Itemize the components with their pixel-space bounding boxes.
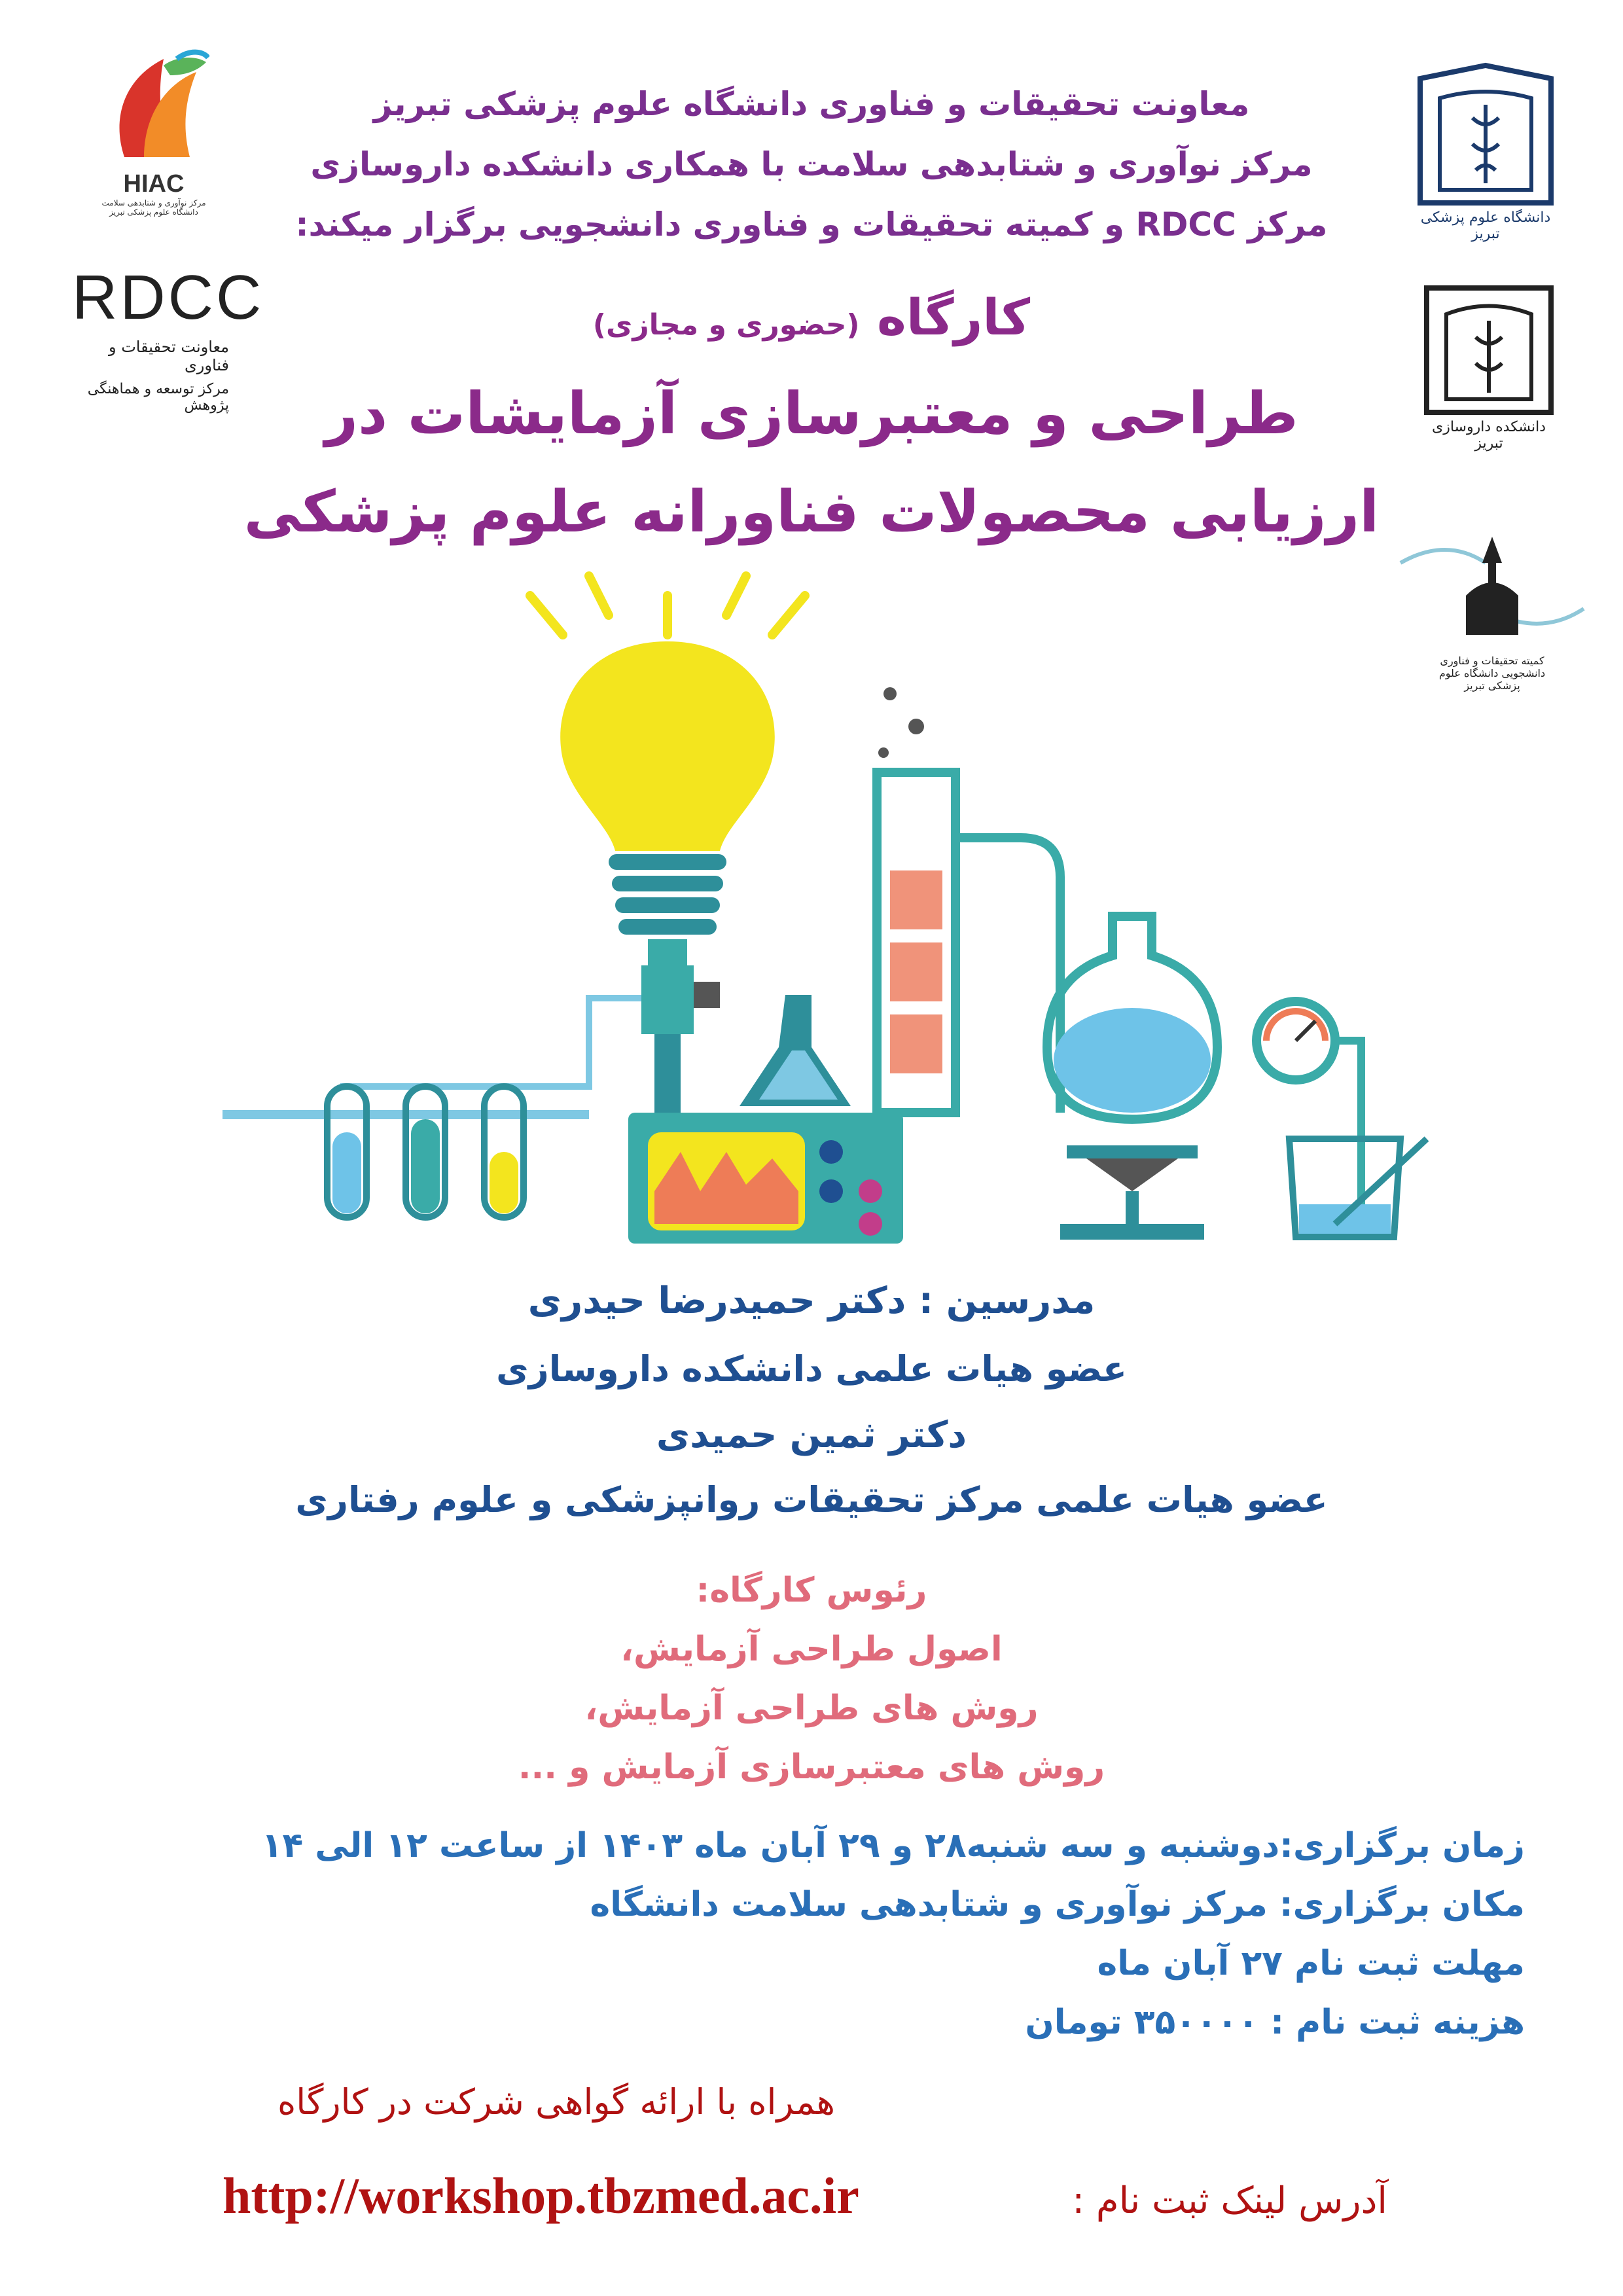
hiac-emblem-icon [98, 46, 209, 170]
rdcc-logo-text: RDCC [72, 262, 264, 332]
lab-illustration [223, 563, 1440, 1270]
rdcc-caption-2: مرکز توسعه و هماهنگی پژوهش [87, 381, 229, 414]
title-line-2: ارزیابی محصولات فناورانه علوم پزشکی [243, 478, 1380, 545]
certificate-note: همراه با ارائه گواهی شرکت در کارگاه [277, 2081, 835, 2123]
rdcc-caption-1: معاونت تحقیقات و فناوری [108, 338, 229, 374]
instructor-line-1: مدرسین : دکتر حمیدرضا حیدری [527, 1280, 1096, 1322]
pharmacy-caption: دانشکده داروسازی تبریز [1431, 419, 1546, 452]
topic-item-1: اصول طراحی آزمایش، [620, 1630, 1003, 1669]
header-line-1: معاونت تحقیقات و فناوری دانشگاه علوم پزشکی تبریز [373, 85, 1250, 123]
university-emblem-icon [1414, 59, 1558, 209]
registration-link-label: آدرس لینک ثبت نام : [1072, 2179, 1387, 2222]
workshop-kargah: کارگاه [877, 288, 1031, 346]
registration-fee: هزینه ثبت نام : ۳۵۰۰۰۰ تومان [1025, 2003, 1525, 2042]
topics-heading: رئوس کارگاه: [696, 1571, 927, 1610]
title-line-1: طراحی و معتبرسازی آزمایشات در [325, 380, 1298, 447]
instructor-line-3: دکتر ثمین حمیدی [656, 1414, 967, 1456]
header-line-3: مرکز RDCC و کمیته تحقیقات و فناوری دانشجویی برگزار میکند: [295, 206, 1328, 243]
event-time: زمان برگزاری:دوشنبه و سه شنبه۲۸ و ۲۹ آبان ماه ۱۴۰۳ از ساعت ۱۲ الی ۱۴ [261, 1826, 1525, 1865]
hiac-logo-caption: مرکز نوآوری و شتابدهی سلامت دانشگاه علوم پزشکی تبریز [101, 198, 206, 217]
registration-link[interactable]: http://workshop.tbzmed.ac.ir [223, 2167, 859, 2224]
header-line-2: مرکز نوآوری و شتابدهی سلامت با همکاری دانشکده داروسازی [310, 145, 1313, 183]
university-caption: دانشگاه علوم پزشکی تبریز [1420, 209, 1551, 242]
instructor-line-2: عضو هیات علمی دانشکده داروسازی [496, 1348, 1127, 1390]
event-place: مکان برگزاری: مرکز نوآوری و شتابدهی سلامت دانشگاه [590, 1885, 1525, 1924]
lab-equipment-icon [223, 563, 1440, 1270]
student-committee-caption: کمیته تحقیقات و فناوری دانشجویی دانشگاه علوم پزشکی تبریز [1438, 655, 1546, 692]
workshop-mode: (حضوری و مجازی) [592, 308, 860, 342]
workshop-label [0, 288, 1623, 346]
hiac-logo-text: HIAC [123, 170, 185, 198]
topic-item-3: روش های معتبرسازی آزمایش و ... [518, 1748, 1105, 1787]
registration-deadline: مهلت ثبت نام ۲۷ آبان ماه [1097, 1944, 1525, 1983]
instructor-line-4: عضو هیات علمی مرکز تحقیقات روانپزشکی و علوم رفتاری [295, 1479, 1328, 1520]
hiac-logo [98, 46, 209, 229]
university-logo [1414, 59, 1558, 255]
topic-item-2: روش های طراحی آزمایش، [584, 1689, 1039, 1728]
